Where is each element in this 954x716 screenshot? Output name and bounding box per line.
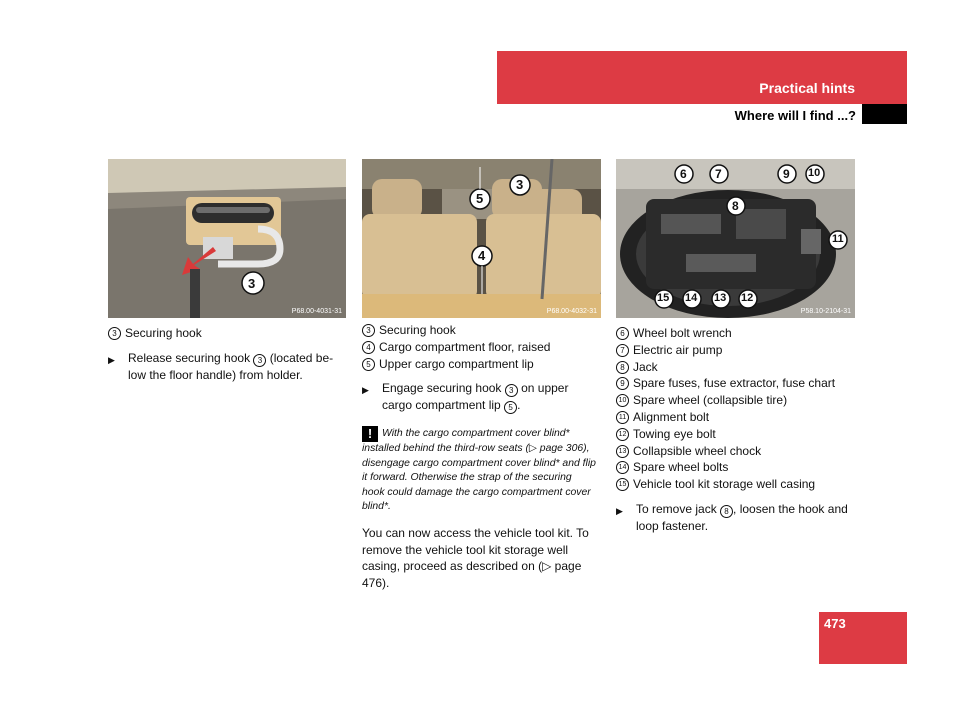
legend-text: Securing hook [379, 323, 456, 337]
callout-6: 6 [680, 167, 687, 181]
legend-item [616, 392, 861, 409]
legend-number: 13 [616, 445, 629, 458]
legend-number: 9 [616, 377, 629, 390]
legend-item [616, 342, 861, 359]
image-code: P68.00-4031-31 [291, 308, 342, 315]
instruction-step [362, 380, 597, 414]
securing-hook-photo [108, 159, 346, 318]
info-paragraph: You can now access the vehicle tool kit. To remove the vehicle tool kit storage well casing, proceed as described on (▷ page 476). [362, 525, 589, 591]
ref-number: 3 [505, 384, 518, 397]
callout-15: 15 [657, 292, 670, 304]
column-1 [108, 325, 348, 384]
callout-11: 11 [832, 233, 844, 245]
legend-item [616, 409, 861, 426]
instruction-step [108, 350, 348, 384]
legend-text: Cargo compartment floor, raised [379, 339, 551, 354]
legend-text: Securing hook [125, 326, 202, 340]
bullet-arrow-icon: ▶ [616, 505, 623, 516]
callout-4: 4 [478, 248, 486, 263]
legend-number: 8 [616, 361, 629, 374]
legend-number: 7 [616, 344, 629, 357]
step-text: , loosen the hook and loop fastener. [636, 501, 848, 533]
legend-item [362, 356, 597, 373]
legend-text: Vehicle tool kit storage well casing [633, 477, 816, 492]
cargo-compartment-photo [362, 159, 601, 318]
callout-7: 7 [715, 167, 722, 181]
legend-number: 12 [616, 428, 629, 441]
legend-text: Wheel bolt wrench [633, 326, 732, 340]
image-code: P68.00-4032-31 [546, 308, 597, 315]
warning-icon: ! [362, 426, 378, 442]
step-text: To remove jack [636, 501, 721, 516]
legend-text: Jack [633, 359, 658, 374]
legend-text: Electric air pump [633, 342, 723, 357]
callout-3: 3 [516, 177, 524, 192]
tool-kit-photo [616, 159, 855, 318]
page-number: 473 [824, 616, 846, 631]
callout-10: 10 [808, 167, 821, 179]
legend-text: Upper cargo compartment lip [379, 356, 534, 371]
step-text: Release securing hook [128, 350, 254, 365]
legend-item [362, 339, 597, 356]
callout-13: 13 [714, 292, 727, 304]
ref-number: 8 [720, 505, 733, 518]
legend-number: 14 [616, 461, 629, 474]
legend-number: 10 [616, 394, 629, 407]
bullet-arrow-icon: ▶ [362, 385, 369, 396]
legend-item [108, 325, 348, 342]
legend-number: 11 [616, 411, 629, 424]
legend-number: 4 [362, 341, 375, 354]
warning-text: With the cargo compartment cover blind* installed behind the third-row seats (▷ page 306), disengage cargo compartment cover blind* and flip it forward. Otherwise the strap of the securing hook could damage the cargo compartment cover blind*. [362, 428, 596, 513]
legend-item [616, 443, 861, 460]
legend-item [616, 375, 861, 392]
step-text: on upper cargo compartment lip [382, 381, 569, 413]
legend-item [616, 359, 861, 376]
legend-item [616, 476, 861, 493]
section-title: Practical hints [759, 80, 855, 96]
callout-14: 14 [685, 292, 698, 304]
step-text: Engage securing hook [382, 381, 505, 396]
legend-number: 6 [616, 327, 629, 340]
callout-8: 8 [732, 199, 739, 213]
legend-text: Towing eye bolt [633, 426, 716, 441]
step-text: (located be-low the floor handle) from holder. [128, 350, 334, 382]
instruction-step [616, 501, 861, 535]
chapter-tab [862, 104, 907, 124]
column-3 [616, 325, 861, 535]
callout-12: 12 [741, 292, 754, 304]
legend-number: 5 [362, 358, 375, 371]
ref-number: 3 [253, 354, 266, 367]
column-2 [362, 322, 597, 592]
legend-item [616, 426, 861, 443]
callout-9: 9 [783, 167, 790, 181]
subsection-title: Where will I find ...? [734, 108, 856, 123]
legend-item [616, 459, 861, 476]
callout-5: 5 [476, 191, 484, 206]
legend-number: 15 [616, 478, 629, 491]
callout-3: 3 [248, 276, 256, 291]
legend-text: Spare fuses, fuse extractor, fuse chart [633, 376, 836, 391]
step-text: . [517, 398, 521, 413]
legend-item [616, 325, 861, 342]
legend-text: Alignment bolt [633, 409, 710, 424]
legend-number: 3 [108, 327, 121, 340]
legend-text: Spare wheel (collapsible tire) [633, 393, 788, 408]
ref-number: 5 [504, 401, 517, 414]
legend-number: 3 [362, 324, 375, 337]
legend-text: Collapsible wheel chock [633, 443, 762, 458]
warning-note [362, 426, 597, 515]
header-band [497, 51, 907, 104]
image-code: P58.10-2104-31 [800, 308, 851, 315]
bullet-arrow-icon: ▶ [108, 354, 115, 365]
legend-item [362, 322, 597, 339]
legend-text: Spare wheel bolts [633, 460, 729, 475]
